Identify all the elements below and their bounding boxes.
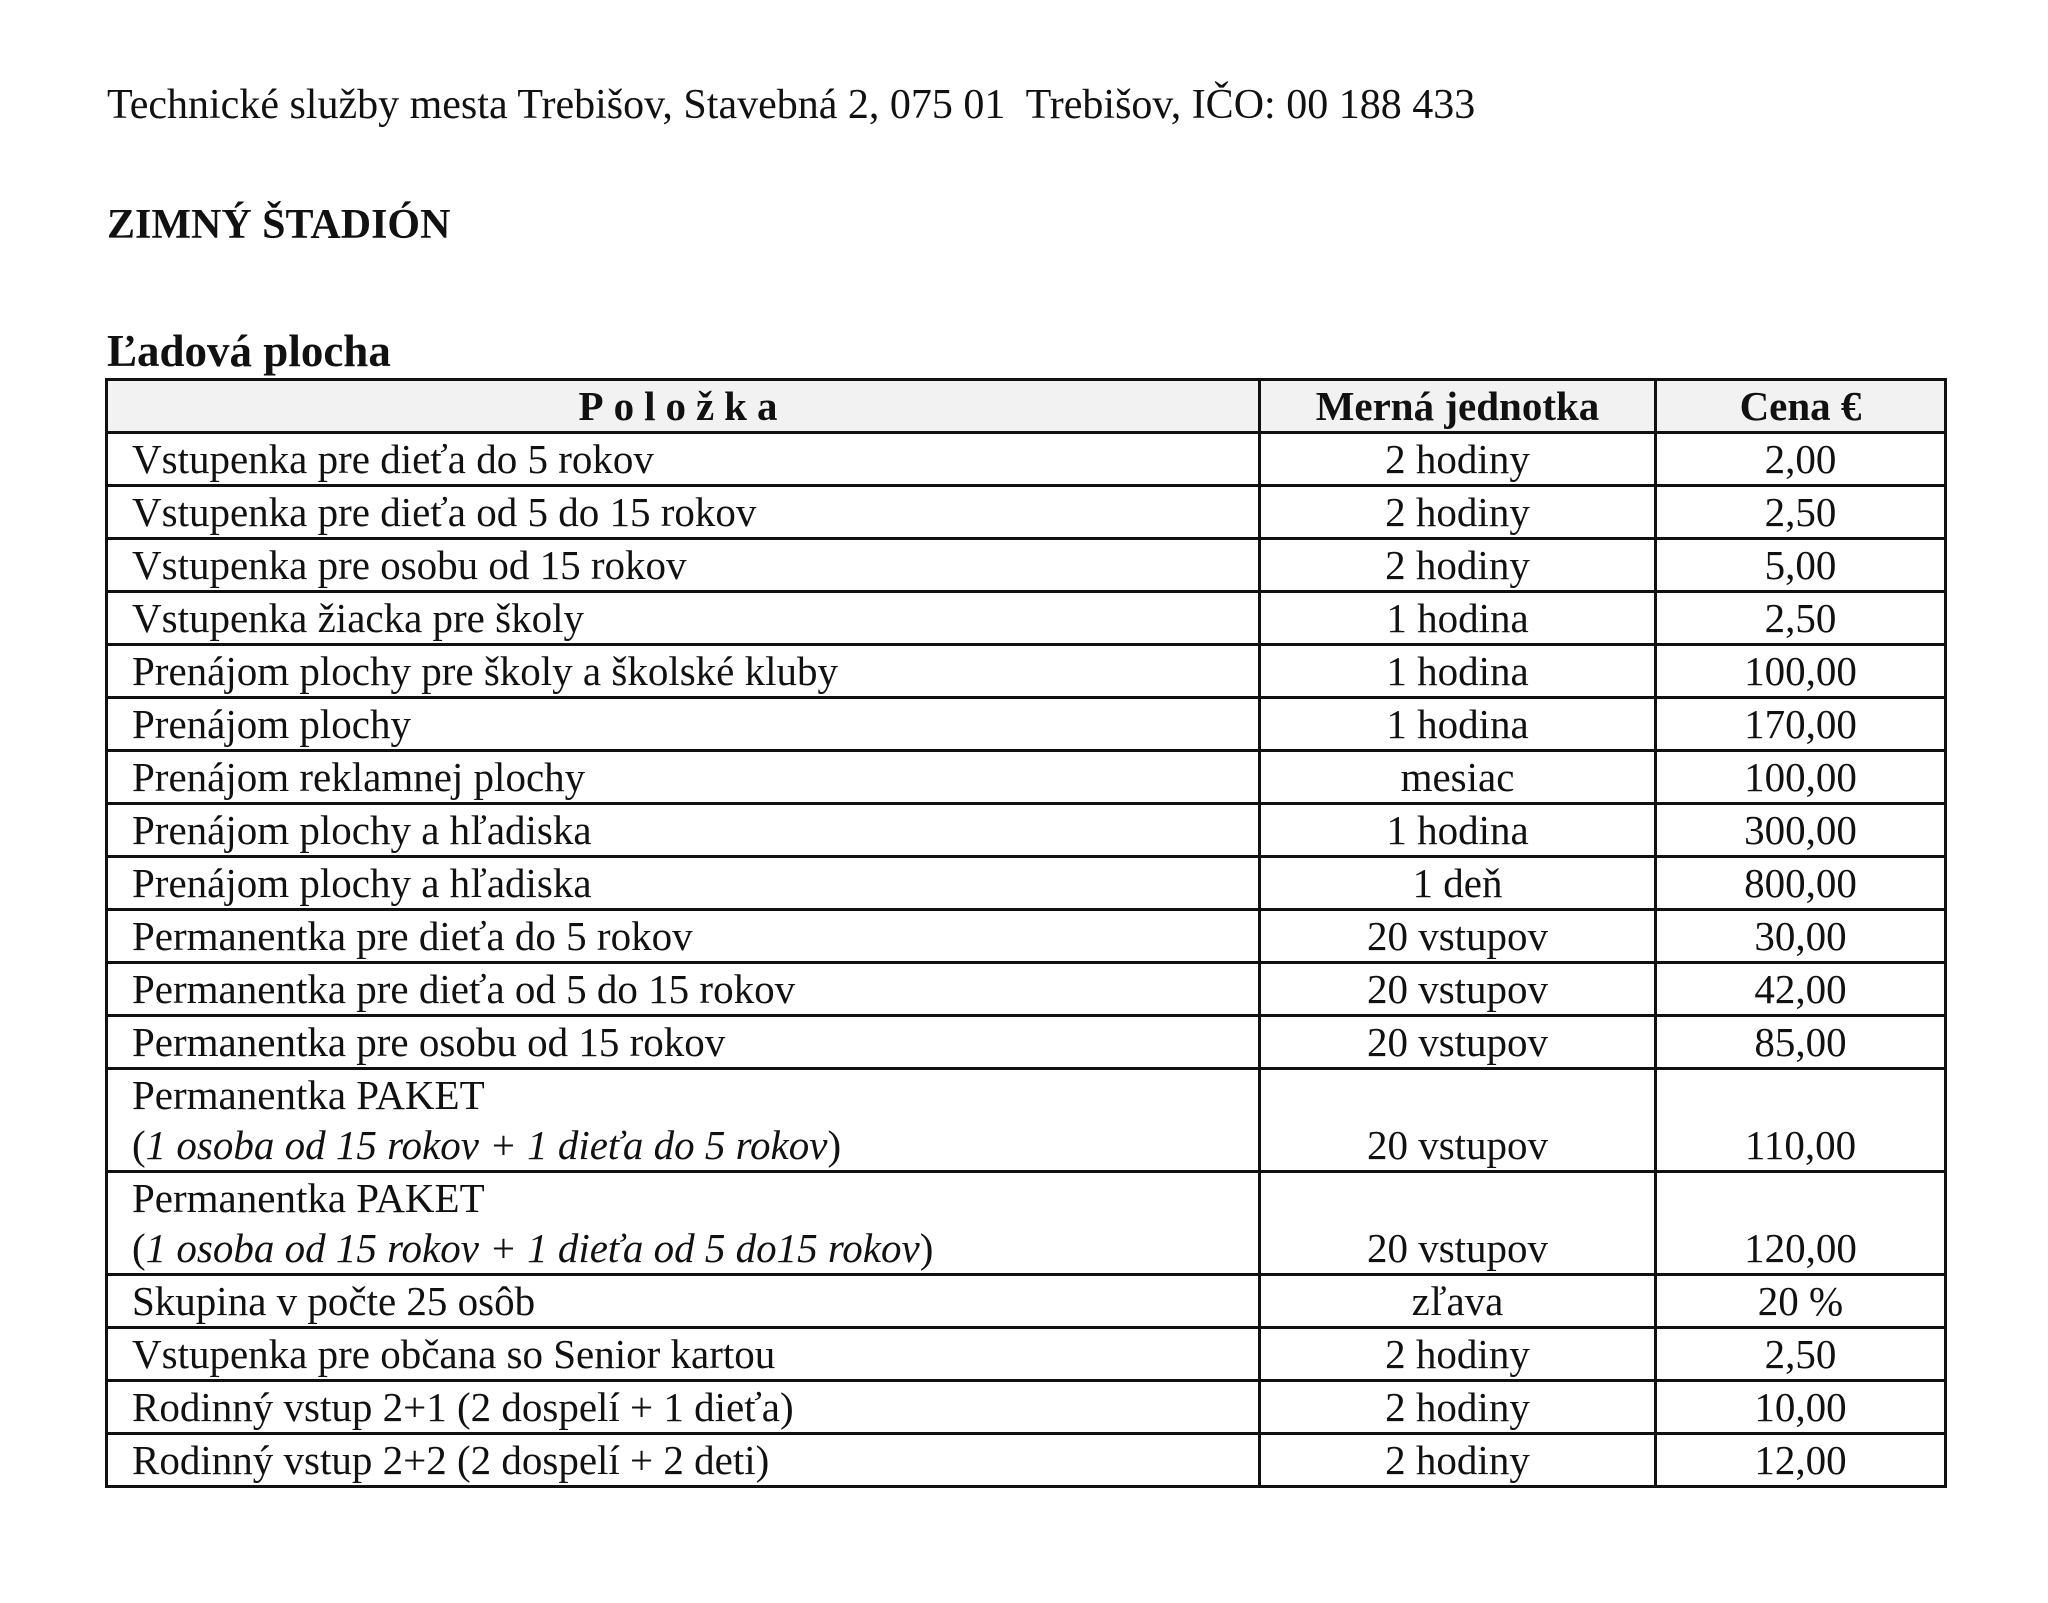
item-note-text: 1 osoba od 15 rokov + 1 dieťa od 5 do15 rokov xyxy=(145,1225,920,1271)
cell-item xyxy=(107,1328,1260,1381)
cell-unit: 20 vstupov xyxy=(1260,963,1656,1016)
cell-price: 85,00 xyxy=(1656,1016,1946,1069)
item-note-text: 1 osoba od 15 rokov + 1 dieťa do 5 rokov xyxy=(145,1122,828,1168)
item-note: (1 osoba od 15 rokov + 1 dieťa do 5 rokov) xyxy=(132,1122,842,1168)
cell-price: 800,00 xyxy=(1656,857,1946,910)
table-row xyxy=(107,1381,1946,1434)
cell-price: 30,00 xyxy=(1656,910,1946,963)
item-label: Rodinný vstup 2+2 (2 dospelí + 2 deti) xyxy=(132,1437,770,1483)
cell-price: 20 % xyxy=(1656,1275,1946,1328)
column-header-item: Položka xyxy=(107,380,1260,433)
cell-unit: 2 hodiny xyxy=(1260,1434,1656,1487)
cell-item xyxy=(107,910,1260,963)
cell-item xyxy=(107,486,1260,539)
item-label: Vstupenka žiacka pre školy xyxy=(132,595,584,641)
cell-unit: mesiac xyxy=(1260,751,1656,804)
cell-unit: 2 hodiny xyxy=(1260,486,1656,539)
cell-price: 110,00 xyxy=(1656,1069,1946,1172)
table-header-row xyxy=(107,380,1946,433)
table-row xyxy=(107,486,1946,539)
cell-item xyxy=(107,1069,1260,1172)
cell-unit: 1 hodina xyxy=(1260,804,1656,857)
cell-price: 2,50 xyxy=(1656,1328,1946,1381)
column-header-unit: Merná jednotka xyxy=(1260,380,1656,433)
cell-unit: 20 vstupov xyxy=(1260,1172,1656,1275)
table-row xyxy=(107,1172,1946,1275)
cell-unit: 1 hodina xyxy=(1260,592,1656,645)
table-row xyxy=(107,1434,1946,1487)
cell-unit: 20 vstupov xyxy=(1260,910,1656,963)
section-title: ZIMNÝ ŠTADIÓN xyxy=(107,202,451,248)
item-label: Prenájom reklamnej plochy xyxy=(132,754,586,800)
cell-price: 100,00 xyxy=(1656,645,1946,698)
organization-header: Technické služby mesta Trebišov, Stavebná 2, 075 01 Trebišov, IČO: 00 188 433 xyxy=(107,82,1476,128)
cell-unit: 20 vstupov xyxy=(1260,1016,1656,1069)
table-row xyxy=(107,698,1946,751)
cell-price: 10,00 xyxy=(1656,1381,1946,1434)
cell-price: 2,50 xyxy=(1656,486,1946,539)
table-row xyxy=(107,1275,1946,1328)
item-label: Permanentka PAKET xyxy=(132,1175,485,1221)
column-header-price: Cena € xyxy=(1656,380,1946,433)
cell-item xyxy=(107,1172,1260,1275)
table-row xyxy=(107,804,1946,857)
cell-item xyxy=(107,804,1260,857)
table-row xyxy=(107,433,1946,486)
price-table xyxy=(105,378,1947,1488)
table-row xyxy=(107,1069,1946,1172)
cell-item xyxy=(107,857,1260,910)
table-row xyxy=(107,645,1946,698)
cell-item xyxy=(107,1275,1260,1328)
cell-price: 2,50 xyxy=(1656,592,1946,645)
item-label: Permanentka pre dieťa od 5 do 15 rokov xyxy=(132,966,796,1012)
cell-price: 300,00 xyxy=(1656,804,1946,857)
table-row xyxy=(107,910,1946,963)
table-row xyxy=(107,751,1946,804)
cell-item xyxy=(107,433,1260,486)
table-row xyxy=(107,963,1946,1016)
cell-unit: zľava xyxy=(1260,1275,1656,1328)
cell-item xyxy=(107,645,1260,698)
cell-item xyxy=(107,592,1260,645)
cell-price: 100,00 xyxy=(1656,751,1946,804)
cell-unit: 2 hodiny xyxy=(1260,539,1656,592)
cell-unit: 2 hodiny xyxy=(1260,1381,1656,1434)
table-row xyxy=(107,539,1946,592)
subsection-title: Ľadová plocha xyxy=(107,326,391,376)
cell-unit: 20 vstupov xyxy=(1260,1069,1656,1172)
cell-item xyxy=(107,1381,1260,1434)
item-label: Rodinný vstup 2+1 (2 dospelí + 1 dieťa) xyxy=(132,1384,794,1430)
cell-unit: 2 hodiny xyxy=(1260,433,1656,486)
table-row xyxy=(107,1016,1946,1069)
cell-price: 5,00 xyxy=(1656,539,1946,592)
cell-item xyxy=(107,1016,1260,1069)
cell-unit: 1 deň xyxy=(1260,857,1656,910)
item-label: Prenájom plochy xyxy=(132,701,411,747)
table-row xyxy=(107,592,1946,645)
cell-unit: 2 hodiny xyxy=(1260,1328,1656,1381)
item-label: Prenájom plochy a hľadiska xyxy=(132,860,592,906)
table-body xyxy=(107,433,1946,1487)
table-row xyxy=(107,857,1946,910)
cell-price: 42,00 xyxy=(1656,963,1946,1016)
cell-item xyxy=(107,963,1260,1016)
cell-unit: 1 hodina xyxy=(1260,698,1656,751)
item-label: Skupina v počte 25 osôb xyxy=(132,1278,536,1324)
item-label: Vstupenka pre občana so Senior kartou xyxy=(132,1331,776,1377)
table-row xyxy=(107,1328,1946,1381)
item-label: Permanentka PAKET xyxy=(132,1072,485,1118)
cell-item xyxy=(107,698,1260,751)
cell-price: 170,00 xyxy=(1656,698,1946,751)
cell-unit: 1 hodina xyxy=(1260,645,1656,698)
item-label: Vstupenka pre dieťa od 5 do 15 rokov xyxy=(132,489,757,535)
item-label: Permanentka pre dieťa do 5 rokov xyxy=(132,913,693,959)
item-label: Prenájom plochy a hľadiska xyxy=(132,807,592,853)
cell-item xyxy=(107,751,1260,804)
item-label: Prenájom plochy pre školy a školské kluby xyxy=(132,648,839,694)
item-label: Vstupenka pre osobu od 15 rokov xyxy=(132,542,687,588)
cell-price: 120,00 xyxy=(1656,1172,1946,1275)
cell-price: 12,00 xyxy=(1656,1434,1946,1487)
cell-item xyxy=(107,539,1260,592)
cell-item xyxy=(107,1434,1260,1487)
item-label: Permanentka pre osobu od 15 rokov xyxy=(132,1019,726,1065)
cell-price: 2,00 xyxy=(1656,433,1946,486)
item-note: (1 osoba od 15 rokov + 1 dieťa od 5 do15 rokov) xyxy=(132,1225,934,1271)
item-label: Vstupenka pre dieťa do 5 rokov xyxy=(132,436,654,482)
